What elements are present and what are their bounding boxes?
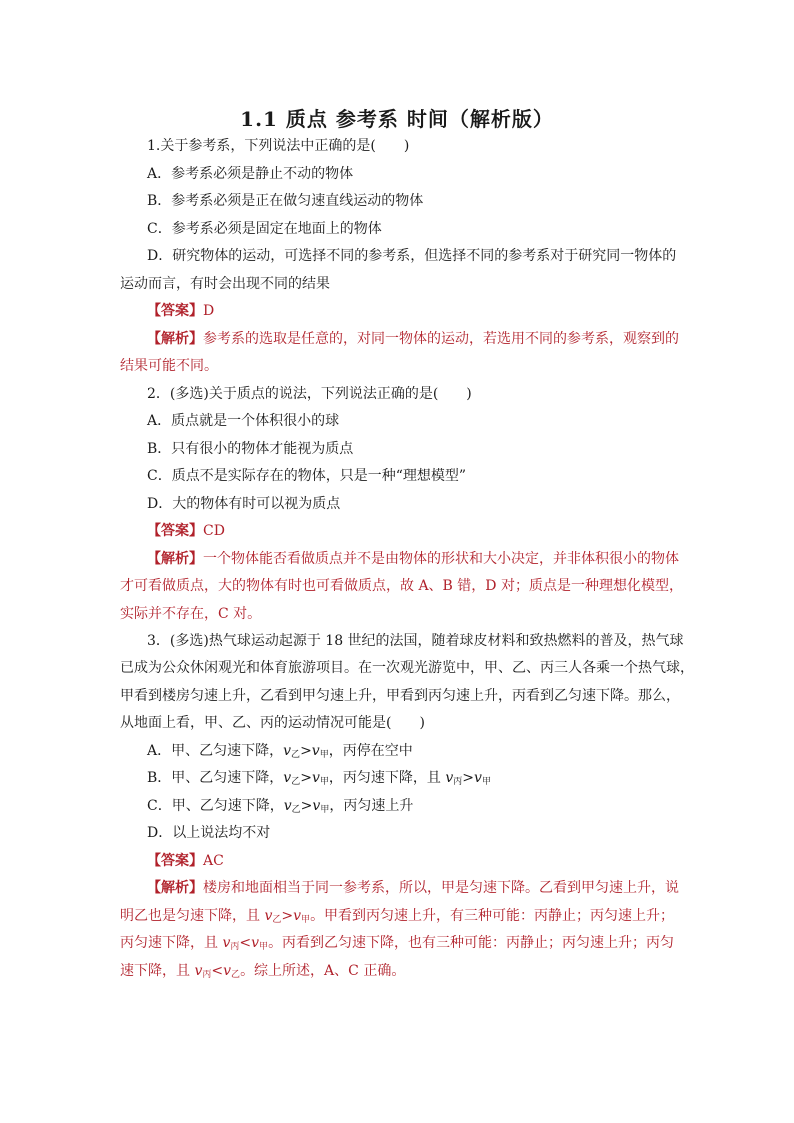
velocity-symbol: v bbox=[264, 907, 273, 924]
analysis-text: 参考系的选取是任意的，对同一物体的运动，若选用不同的参考系，观察到的 bbox=[203, 330, 679, 347]
comparison-sign: > bbox=[300, 770, 312, 786]
analysis-tag: 【解析】 bbox=[147, 550, 203, 567]
analysis-tag: 【解析】 bbox=[147, 330, 203, 347]
analysis-continued bbox=[120, 930, 680, 958]
question-stem-continued: 甲看到楼房匀速上升，乙看到甲匀速上升，甲看到丙匀速上升，丙看到乙匀速下降。那么， bbox=[120, 687, 680, 704]
analysis-tag: 【解析】 bbox=[147, 880, 203, 896]
velocity-subscript: 甲 bbox=[481, 777, 491, 787]
option-a: A．参考系必须是静止不动的物体 bbox=[147, 165, 354, 182]
option-text: ，丙停在空中 bbox=[328, 742, 413, 759]
velocity-subscript: 甲 bbox=[319, 777, 329, 787]
velocity-subscript: 丙 bbox=[202, 969, 212, 980]
velocity-symbol: v bbox=[222, 935, 231, 951]
velocity-subscript: 甲 bbox=[319, 749, 329, 760]
answer-line bbox=[120, 848, 680, 876]
question-1 bbox=[120, 133, 680, 381]
analysis-text: 。甲看到丙匀速上升，有三种可能：丙静止；丙匀速上升； bbox=[310, 907, 675, 924]
option-text: A．甲、乙匀速下降， bbox=[147, 742, 284, 759]
analysis-text: 明乙也是匀速下降，且 bbox=[120, 907, 265, 924]
velocity-subscript: 乙 bbox=[231, 969, 241, 980]
velocity-subscript: 甲 bbox=[301, 914, 311, 925]
comparison-sign: > bbox=[281, 907, 294, 924]
velocity-subscript: 甲 bbox=[259, 942, 269, 952]
option-d: D．以上说法均不对 bbox=[147, 825, 271, 841]
analysis-line bbox=[120, 326, 680, 354]
page-title: 1.1 质点 参考系 时间（解析版） bbox=[240, 107, 554, 131]
answer-value: AC bbox=[203, 852, 224, 869]
option-c bbox=[120, 793, 680, 821]
comparison-sign: > bbox=[462, 770, 475, 786]
option-a: A．质点就是一个体积很小的球 bbox=[147, 413, 340, 429]
comparison-sign: > bbox=[300, 797, 313, 814]
option-text: ，丙匀速上升 bbox=[329, 797, 414, 814]
answer-value: D bbox=[203, 303, 215, 319]
velocity-subscript: 乙 bbox=[291, 804, 301, 815]
question-stem: 3．(多选)热气球运动起源于 18 世纪的法国，随着球皮材料和致热燃料的普及，热气球 bbox=[147, 632, 684, 649]
velocity-symbol: v bbox=[311, 742, 320, 759]
option-text: B．甲、乙匀速下降， bbox=[147, 770, 284, 786]
velocity-symbol: v bbox=[474, 770, 482, 786]
comparison-sign: > bbox=[300, 742, 312, 759]
velocity-subscript: 乙 bbox=[291, 777, 301, 787]
option-b bbox=[120, 765, 680, 793]
velocity-symbol: v bbox=[283, 797, 292, 814]
velocity-symbol: v bbox=[194, 962, 203, 979]
velocity-symbol: v bbox=[283, 742, 292, 759]
velocity-symbol: v bbox=[283, 770, 292, 786]
answer-line bbox=[120, 518, 680, 546]
analysis-line bbox=[120, 546, 680, 574]
question-stem: 1.关于参考系，下列说法中正确的是( ) bbox=[147, 138, 410, 154]
velocity-symbol: v bbox=[251, 935, 260, 951]
option-d: D．研究物体的运动，可选择不同的参考系，但选择不同的参考系对于研究同一物体的 bbox=[147, 248, 677, 264]
velocity-symbol: v bbox=[223, 962, 232, 979]
analysis-text: 。丙看到乙匀速下降，也有三种可能：丙静止；丙匀速上升；丙匀 bbox=[268, 935, 675, 951]
question-3 bbox=[120, 628, 694, 986]
comparison-sign: < bbox=[239, 935, 252, 951]
question-stem-continued: 已成为公众休闲观光和体育旅游项目。在一次观光游览中，甲、乙、丙三人各乘一个热气球， bbox=[120, 660, 694, 676]
option-b: B．只有很小的物体才能视为质点 bbox=[147, 440, 354, 457]
analysis-continued bbox=[120, 903, 680, 931]
analysis-text: 速下降，且 bbox=[120, 962, 195, 979]
velocity-subscript: 乙 bbox=[291, 749, 301, 760]
comparison-sign: < bbox=[211, 962, 224, 979]
analysis-continued: 结果可能不同。 bbox=[120, 358, 218, 374]
velocity-subscript: 丙 bbox=[453, 777, 463, 787]
analysis-text: 。综上所述，A、C 正确。 bbox=[240, 962, 406, 979]
velocity-symbol: v bbox=[311, 770, 320, 786]
velocity-symbol: v bbox=[445, 770, 454, 786]
velocity-symbol: v bbox=[312, 797, 321, 814]
option-a bbox=[120, 738, 680, 766]
answer-tag: 【答案】 bbox=[147, 303, 203, 319]
analysis-text: 丙匀速下降，且 bbox=[120, 935, 223, 951]
option-d: D．大的物体有时可以视为质点 bbox=[147, 495, 341, 512]
question-stem-continued: 从地面上看，甲、乙、丙的运动情况可能是( ) bbox=[120, 715, 425, 731]
analysis-continued: 才可看做质点，大的物体有时也可看做质点，故 A、B 错，D 对；质点是一种理想化模型， bbox=[120, 578, 683, 594]
question-2 bbox=[120, 381, 683, 629]
option-c: C．参考系必须是固定在地面上的物体 bbox=[147, 220, 382, 237]
analysis-line bbox=[120, 875, 680, 903]
answer-tag: 【答案】 bbox=[147, 852, 203, 869]
option-b: B．参考系必须是正在做匀速直线运动的物体 bbox=[147, 193, 424, 209]
answer-tag: 【答案】 bbox=[147, 523, 203, 539]
velocity-subscript: 丙 bbox=[230, 942, 240, 952]
option-text: C．甲、乙匀速下降， bbox=[147, 797, 284, 814]
analysis-continued: 实际并不存在，C 对。 bbox=[120, 605, 262, 622]
analysis-text: 一个物体能否看做质点并不是由物体的形状和大小决定，并非体积很小的物体 bbox=[203, 550, 679, 567]
velocity-symbol: v bbox=[293, 907, 302, 924]
option-text: ，丙匀速下降，且 bbox=[328, 770, 446, 786]
answer-value: CD bbox=[203, 523, 225, 539]
analysis-continued bbox=[120, 958, 680, 986]
question-stem: 2．(多选)关于质点的说法，下列说法正确的是( ) bbox=[147, 385, 472, 402]
answer-line bbox=[120, 298, 680, 326]
option-c: C．质点不是实际存在的物体，只是一种“理想模型” bbox=[147, 468, 467, 484]
velocity-subscript: 乙 bbox=[272, 914, 282, 925]
option-d-continued: 运动而言，有时会出现不同的结果 bbox=[120, 275, 330, 292]
analysis-text: 楼房和地面相当于同一参考系，所以，甲是匀速下降。乙看到甲匀速上升，说 bbox=[203, 880, 679, 896]
velocity-subscript: 甲 bbox=[320, 804, 330, 815]
